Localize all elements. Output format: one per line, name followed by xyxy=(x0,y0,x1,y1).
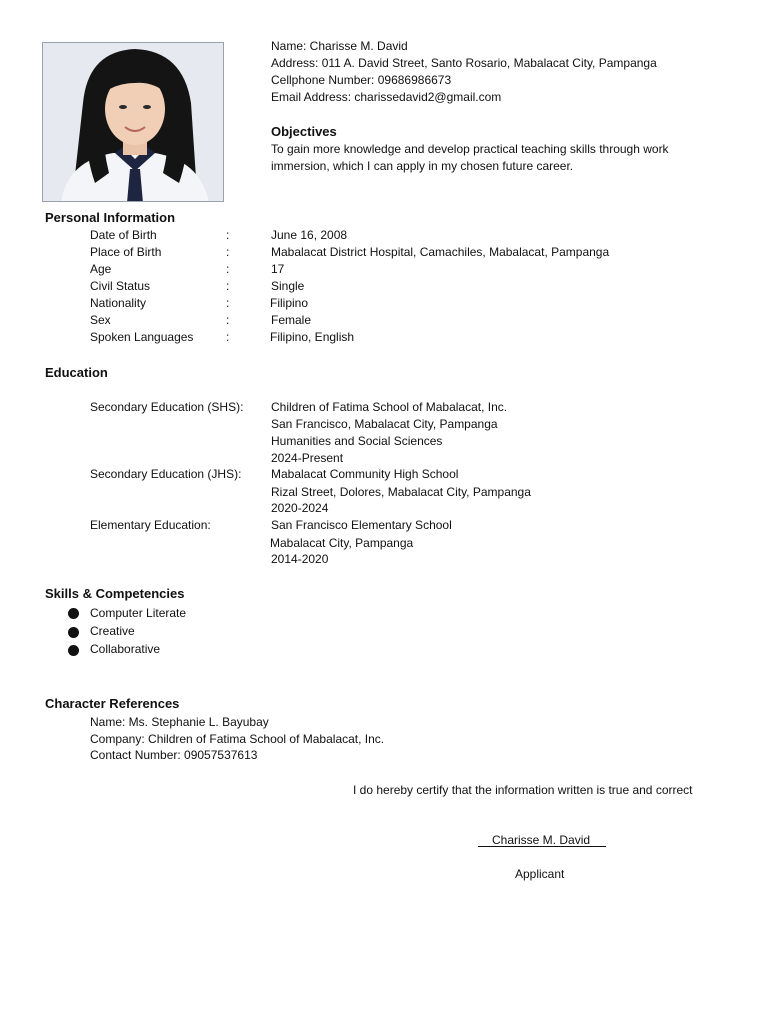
reference-name: Name: Ms. Stephanie L. Bayubay xyxy=(90,715,269,729)
education-level-elementary: Elementary Education: xyxy=(90,518,211,532)
education-elem-years: 2014-2020 xyxy=(271,552,329,566)
applicant-name: Name: Charisse M. David xyxy=(271,39,408,53)
personal-label-pob: Place of Birth xyxy=(90,245,162,259)
references-heading: Character References xyxy=(45,696,180,711)
skills-heading: Skills & Competencies xyxy=(45,586,185,601)
skill-item: Collaborative xyxy=(90,642,161,656)
personal-label-languages: Spoken Languages xyxy=(90,330,194,344)
personal-colon: : xyxy=(226,228,230,242)
applicant-photo xyxy=(42,42,224,202)
personal-info-heading: Personal Information xyxy=(45,210,176,225)
certification-statement: I do hereby certify that the information written is true and correct xyxy=(353,783,693,797)
personal-value-age: 17 xyxy=(271,262,285,276)
education-shs-years: 2024-Present xyxy=(271,451,344,465)
bullet-icon xyxy=(68,608,79,619)
personal-label-nationality: Nationality xyxy=(90,296,147,310)
education-elem-address: Mabalacat City, Pampanga xyxy=(270,536,414,550)
education-level-shs: Secondary Education (SHS): xyxy=(90,400,244,414)
bullet-icon xyxy=(68,627,79,638)
education-shs-strand: Humanities and Social Sciences xyxy=(271,434,443,448)
reference-contact: Contact Number: 09057537613 xyxy=(90,748,258,762)
signature-name: Charisse M. David xyxy=(492,833,591,847)
personal-value-languages: Filipino, English xyxy=(270,330,355,344)
personal-colon: : xyxy=(226,330,230,344)
personal-colon: : xyxy=(226,313,230,327)
objectives-text-line-2: immersion, which I can apply in my chosen future career. xyxy=(271,159,574,173)
personal-value-pob: Mabalacat District Hospital, Camachiles, Mabalacat, Pampanga xyxy=(271,245,610,259)
personal-value-sex: Female xyxy=(271,313,312,327)
skill-item: Computer Literate xyxy=(90,606,187,620)
objectives-text-line-1: To gain more knowledge and develop practical teaching skills through work xyxy=(271,142,669,156)
reference-company: Company: Children of Fatima School of Mabalacat, Inc. xyxy=(90,732,385,746)
personal-colon: : xyxy=(226,296,230,310)
personal-colon: : xyxy=(226,262,230,276)
education-elem-school: San Francisco Elementary School xyxy=(271,518,452,532)
education-shs-school: Children of Fatima School of Mabalacat, Inc. xyxy=(271,400,508,414)
skill-item: Creative xyxy=(90,624,135,638)
personal-value-nationality: Filipino xyxy=(270,296,309,310)
education-jhs-address: Rizal Street, Dolores, Mabalacat City, Pampanga xyxy=(271,485,531,499)
personal-label-dob: Date of Birth xyxy=(90,228,157,242)
education-shs-address: San Francisco, Mabalacat City, Pampanga xyxy=(271,417,498,431)
education-jhs-years: 2020-2024 xyxy=(271,501,329,515)
applicant-role: Applicant xyxy=(515,867,565,881)
bullet-icon xyxy=(68,645,79,656)
objectives-heading: Objectives xyxy=(271,124,337,139)
personal-label-age: Age xyxy=(90,262,112,276)
applicant-email: Email Address: charissedavid2@gmail.com xyxy=(271,90,502,104)
personal-colon: : xyxy=(226,245,230,259)
personal-label-sex: Sex xyxy=(90,313,111,327)
personal-value-civil-status: Single xyxy=(271,279,305,293)
applicant-address: Address: 011 A. David Street, Santo Rosario, Mabalacat City, Pampanga xyxy=(271,56,657,70)
education-jhs-school: Mabalacat Community High School xyxy=(271,467,459,481)
personal-value-dob: June 16, 2008 xyxy=(271,228,348,242)
education-level-jhs: Secondary Education (JHS): xyxy=(90,467,242,481)
education-heading: Education xyxy=(45,365,108,380)
personal-colon: : xyxy=(226,279,230,293)
applicant-cellphone: Cellphone Number: 09686986673 xyxy=(271,73,452,87)
personal-label-civil-status: Civil Status xyxy=(90,279,151,293)
